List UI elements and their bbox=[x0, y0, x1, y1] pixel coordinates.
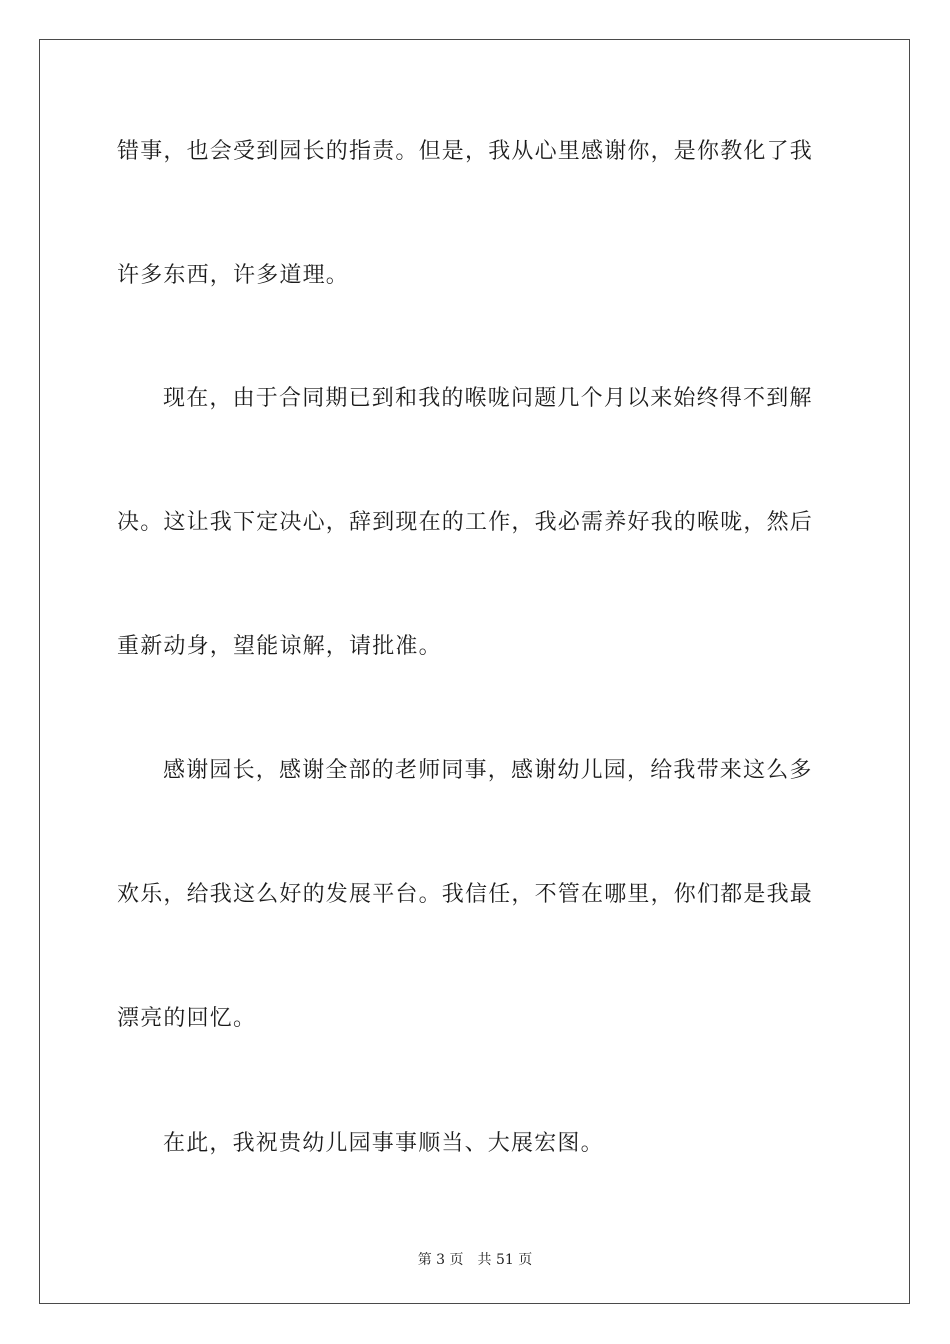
text-line-6: 感谢园长，感谢全部的老师同事，感谢幼儿园，给我带来这么多 bbox=[163, 758, 813, 783]
text-line-5: 重新动身，望能谅解，请批准。 bbox=[117, 634, 442, 659]
page-total: 共 51 页 bbox=[477, 1252, 533, 1268]
text-line-7: 欢乐，给我这么好的发展平台。我信任，不管在哪里，你们都是我最 bbox=[117, 882, 814, 907]
text-line-4: 决。这让我下定决心，辞到现在的工作，我必需养好我的喉咙，然后 bbox=[117, 510, 814, 535]
text-line-2: 许多东西，许多道理。 bbox=[117, 263, 350, 288]
text-line-3: 现在，由于合同期已到和我的喉咙问题几个月以来始终得不到解 bbox=[163, 386, 813, 411]
page-number: 第 3 页 bbox=[417, 1252, 464, 1268]
text-line-1: 错事，也会受到园长的指责。但是，我从心里感谢你，是你教化了我 bbox=[117, 139, 814, 164]
text-line-8: 漂亮的回忆。 bbox=[117, 1006, 257, 1031]
page-footer bbox=[0, 1249, 950, 1269]
text-line-9: 在此，我祝贵幼儿园事事顺当、大展宏图。 bbox=[163, 1131, 604, 1156]
page-border bbox=[39, 39, 910, 1304]
